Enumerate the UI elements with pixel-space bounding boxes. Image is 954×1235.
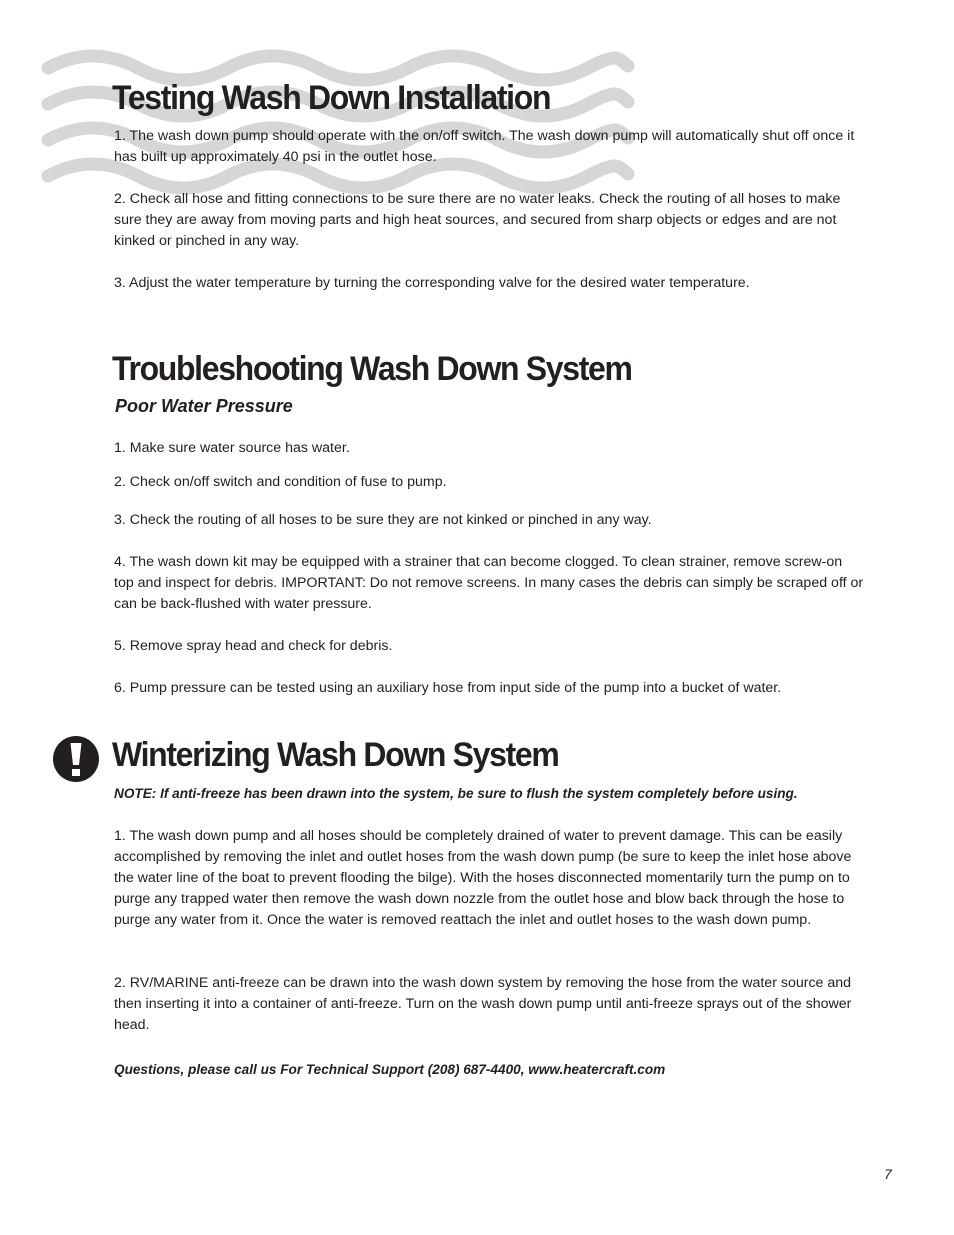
winterizing-item-2: 2. RV/MARINE anti-freeze can be drawn into the wash down system by removing the hose from the water source and then inserting it into a container of anti-freeze. Turn on the wash down pump until anti-freeze sprays out of the shower head. xyxy=(114,975,852,1033)
testing-title: Testing Wash Down Installation xyxy=(112,79,551,117)
exclamation-warning-icon xyxy=(52,735,100,783)
testing-item-3: 3. Adjust the water temperature by turning the corresponding valve for the desired water temperature. xyxy=(114,275,750,291)
wave-decoration-icon xyxy=(40,40,640,200)
troubleshooting-subtitle: Poor Water Pressure xyxy=(115,396,293,416)
winterizing-title: Winterizing Wash Down System xyxy=(112,736,559,774)
winterizing-item-1: 1. The wash down pump and all hoses should be completely drained of water to prevent damage. This can be easily accomplished by removing the inlet and outlet hoses from the wash down pump (be sure to keep the inlet hose above the water line of the boat to prevent flooding the bilge). With the hoses disconnected momentarily turn the pump on to purge any trapped water then remove the wash down nozzle from the outlet hose and blow back through the hose to purge any water from it. Once the water is removed reattach the inlet and outlet hoses to the wash down pump. xyxy=(114,828,852,928)
troubleshooting-item-5: 5. Remove spray head and check for debris. xyxy=(114,638,393,654)
page-number: 7 xyxy=(884,1166,892,1182)
troubleshooting-item-1: 1. Make sure water source has water. xyxy=(114,440,350,456)
troubleshooting-item-6: 6. Pump pressure can be tested using an auxiliary hose from input side of the pump into a bucket of water. xyxy=(114,680,782,696)
testing-item-1: 1. The wash down pump should operate with the on/off switch. The wash down pump will automatically shut off once it has built up approximately 40 psi in the outlet hose. xyxy=(114,128,855,165)
testing-item-2: 2. Check all hose and fitting connections to be sure there are no water leaks. Check the routing of all hoses to make sure they are away from moving parts and high heat sources, and secured from sharp objects or edges and are not kinked or pinched in any way. xyxy=(114,191,841,249)
troubleshooting-item-4: 4. The wash down kit may be equipped with a strainer that can become clogged. To clean strainer, remove screw-on top and inspect for debris. IMPORTANT: Do not remove screens. In many cases the debris can simply be scraped off or can be back-flushed with water pressure. xyxy=(114,554,864,612)
troubleshooting-title: Troubleshooting Wash Down System xyxy=(112,350,632,388)
winterizing-note: NOTE: If anti-freeze has been drawn into the system, be sure to flush the system completely before using. xyxy=(114,786,798,801)
troubleshooting-item-3: 3. Check the routing of all hoses to be sure they are not kinked or pinched in any way. xyxy=(114,512,652,528)
support-contact: Questions, please call us For Technical Support (208) 687-4400, www.heatercraft.com xyxy=(114,1062,666,1077)
troubleshooting-item-2: 2. Check on/off switch and condition of fuse to pump. xyxy=(114,474,447,490)
